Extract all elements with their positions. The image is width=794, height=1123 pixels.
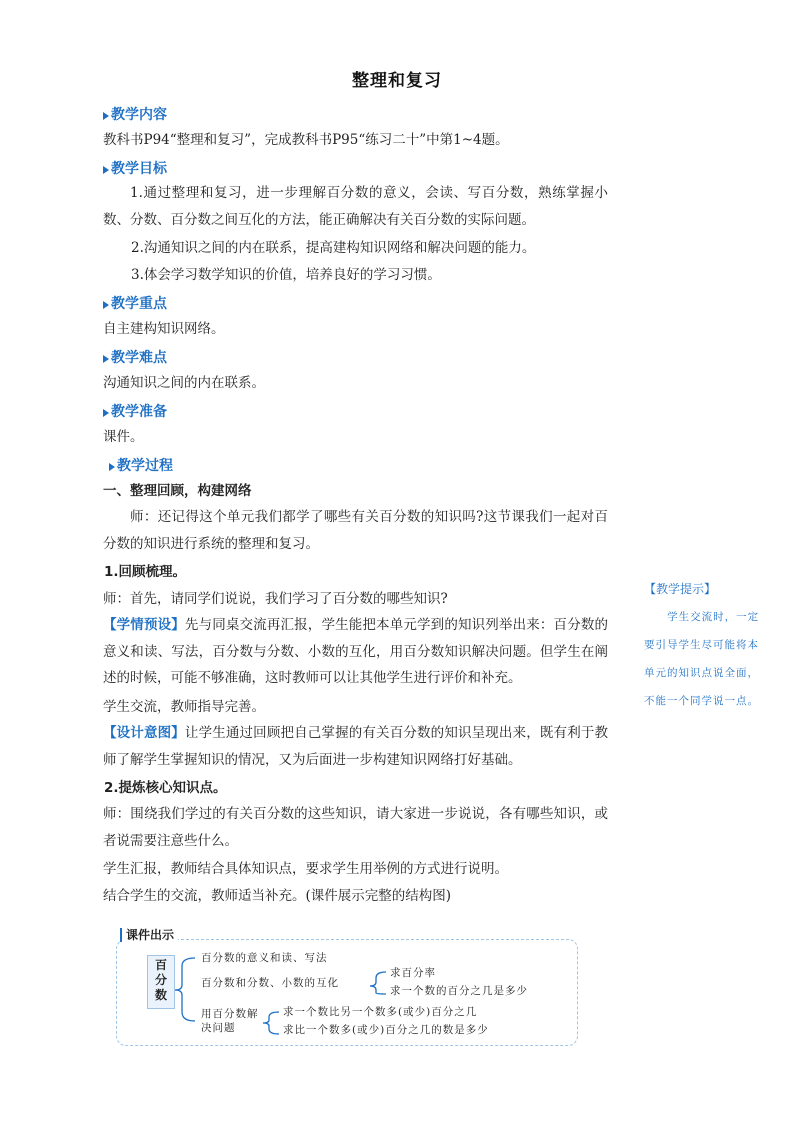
courseware-label: 课件出示	[122, 926, 178, 943]
solve-brace	[263, 1012, 279, 1034]
sidebar-title: 【教学提示】	[644, 582, 717, 596]
preview-tag: 【学情预设】	[103, 617, 185, 633]
goal-item-1: 1.通过整理和复习，进一步理解百分数的意义，会读、写百分数，熟练掌握小数、分数、百分数之间互化的方法，能正确解决有关百分数的实际问题。	[103, 185, 608, 228]
section-heading-goals: 教学目标	[103, 158, 167, 178]
process-paragraph-2: 师：首先，请同学们说说，我们学习了百分数的哪些知识?	[103, 591, 448, 607]
process-paragraph-6: 师：围绕我们学过的有关百分数的这些知识，请大家进一步说说，各有哪些知识，或者说需要注意些什么。	[103, 806, 608, 849]
section-heading-difficulty: 教学难点	[103, 347, 167, 367]
structure-branch-1: 百分数的意义和读、写法	[201, 952, 328, 964]
conversion-brace	[370, 972, 386, 994]
structure-branch-2: 百分数和分数、小数的互化	[201, 977, 339, 989]
structure-leaf-2a: 求百分率	[390, 967, 436, 979]
structure-leaf-2b: 求一个数的百分之几是多少	[390, 985, 528, 997]
process-paragraph-3: 【学情预设】先与同桌交流再汇报，学生能把本单元学到的知识列举出来：百分数的意义和读、写法，百分数与分数、小数的互化，用百分数知识解决问题。但学生在阐述的时候，可能不够准确，这时教师可以让其他学生进行评价和补充。	[103, 617, 609, 686]
process-paragraph-1: 师：还记得这个单元我们都学了哪些有关百分数的知识吗?这节课我们一起对百分数的知识进行系统的整理和复习。	[103, 509, 608, 552]
content-text: 教科书P94“整理和复习”，完成教科书P95“练习二十”中第1~4题。	[103, 132, 509, 148]
section-heading-content: 教学内容	[103, 104, 167, 124]
key-text: 自主建构知识网络。	[103, 321, 225, 337]
prep-text: 课件。	[103, 429, 144, 445]
root-brace	[175, 958, 195, 1021]
part1-heading: 一、整理回顾，构建网络	[103, 483, 252, 499]
process-paragraph-8: 结合学生的交流，教师适当补充。(课件展示完整的结构图)	[103, 888, 452, 904]
structure-branch-3: 用百分数解决问题	[201, 1008, 259, 1034]
section-heading-prep: 教学准备	[103, 401, 167, 421]
goal-item-3: 3.体会学习数学知识的价值，培养良好的学习习惯。	[131, 267, 441, 283]
sidebar-body: 学生交流时，一定要引导学生尽可能将本单元的知识点说全面，不能一个同学说一点。	[644, 611, 760, 707]
step2-heading: 2.提炼核心知识点。	[104, 780, 227, 796]
section-heading-process: 教学过程	[109, 455, 173, 475]
structure-leaf-3b: 求比一个数多(或少)百分之几的数是多少	[283, 1024, 489, 1036]
process-paragraph-4: 学生交流，教师指导完善。	[103, 699, 265, 715]
goal-item-2: 2.沟通知识之间的内在联系，提高建构知识网络和解决问题的能力。	[131, 240, 536, 256]
process-paragraph-7: 学生汇报，教师结合具体知识点，要求学生用举例的方式进行说明。	[103, 861, 508, 877]
process-paragraph-5: 【设计意图】让学生通过回顾把自己掌握的有关百分数的知识呈现出来，既有利于教师了解学生掌握知识的情况，又为后面进一步构建知识网络打好基础。	[103, 725, 609, 768]
structure-root-node: 百分数	[147, 955, 175, 1009]
difficulty-text: 沟通知识之间的内在联系。	[103, 375, 265, 391]
step1-heading: 1.回顾梳理。	[104, 564, 187, 580]
structure-leaf-3a: 求一个数比另一个数多(或少)百分之几	[283, 1006, 478, 1018]
page-title: 整理和复习	[352, 71, 442, 91]
section-heading-key: 教学重点	[103, 293, 167, 313]
design-intent-tag: 【设计意图】	[103, 725, 185, 741]
